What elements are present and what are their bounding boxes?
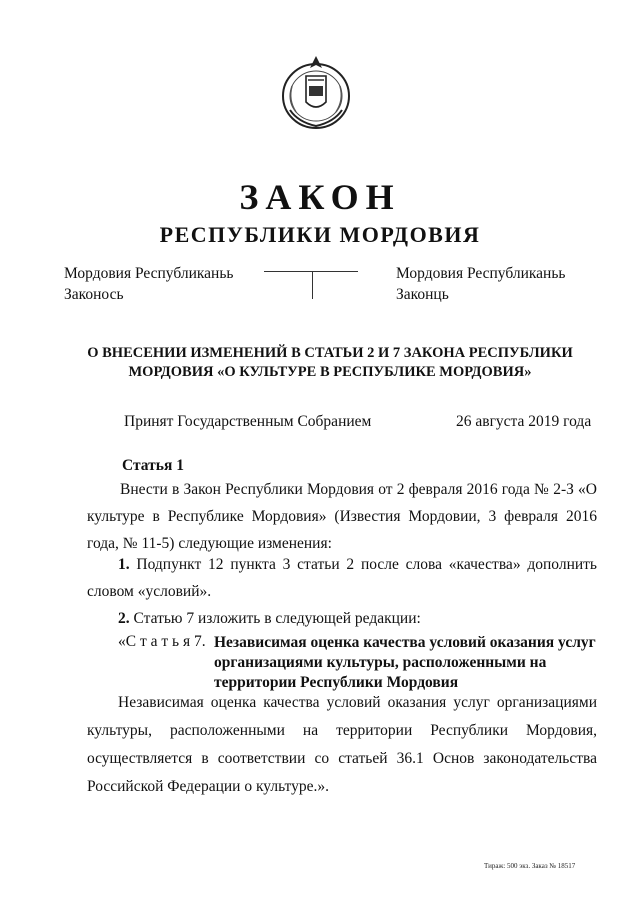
adopted-by: Принят Государственным Собранием: [124, 413, 372, 430]
right-caption: [396, 263, 566, 305]
print-info: Тираж: 500 экз. Заказ № 18517: [484, 862, 576, 870]
article-7-title: Независимая оценка качества условий оказания услуг организациями культуры, расположенными на территории Республики Мордовия: [214, 634, 596, 691]
coat-of-arms-emblem: [278, 50, 354, 134]
list-item-2-text: Статью 7 изложить в следующей редакции:: [129, 610, 421, 627]
list-item-1-text: Подпункт 12 пункта 3 статьи 2 после слова «качества» дополнить словом «условий».: [87, 556, 597, 600]
law-heading-line1: О ВНЕСЕНИИ ИЗМЕНЕНИЙ В СТАТЬИ 2 И 7 ЗАКОНА РЕСПУБЛИКИ: [87, 345, 573, 361]
left-caption-line1: Мордовия Республиканьь: [64, 265, 234, 282]
right-caption-line1: Мордовия Республиканьь: [396, 265, 566, 282]
article-1-title: Статья 1: [122, 457, 184, 474]
paragraph-article-7: Независимая оценка качества условий оказания услуг организациями культуры, расположенными на территории Республики Мордовия, осуществляется в соответствии со статьей 36.1 Основ законодательства Российской Федерации о культуре.».: [87, 694, 597, 795]
list-item-1: [87, 551, 597, 605]
law-heading-line2: МОРДОВИЯ «О КУЛЬТУРЕ В РЕСПУБЛИКЕ МОРДОВИЯ»: [128, 364, 532, 380]
paragraph-intro: Внести в Закон Республики Мордовия от 2 февраля 2016 года № 2-З «О культуре в Республике Мордовия» (Известия Мордовии, 3 февраля 2016 года, № 11-5) следующие изменения:: [87, 481, 597, 552]
list-item-2-number: 2.: [118, 610, 130, 627]
left-caption: [64, 263, 234, 305]
article-7-label: «С т а т ь я 7.: [118, 633, 206, 650]
adoption-date: 26 августа 2019 года: [456, 413, 592, 430]
list-item-2: [118, 605, 628, 632]
left-caption-line2: Законось: [64, 286, 124, 303]
right-caption-line2: Законць: [396, 286, 449, 303]
divider-vertical: [312, 271, 313, 299]
law-heading: [80, 344, 580, 382]
document-subtitle: РЕСПУБЛИКИ МОРДОВИЯ: [159, 222, 481, 247]
list-item-1-number: 1.: [118, 556, 130, 573]
document-title: ЗАКОН: [239, 177, 401, 217]
divider-horizontal: [264, 271, 358, 272]
